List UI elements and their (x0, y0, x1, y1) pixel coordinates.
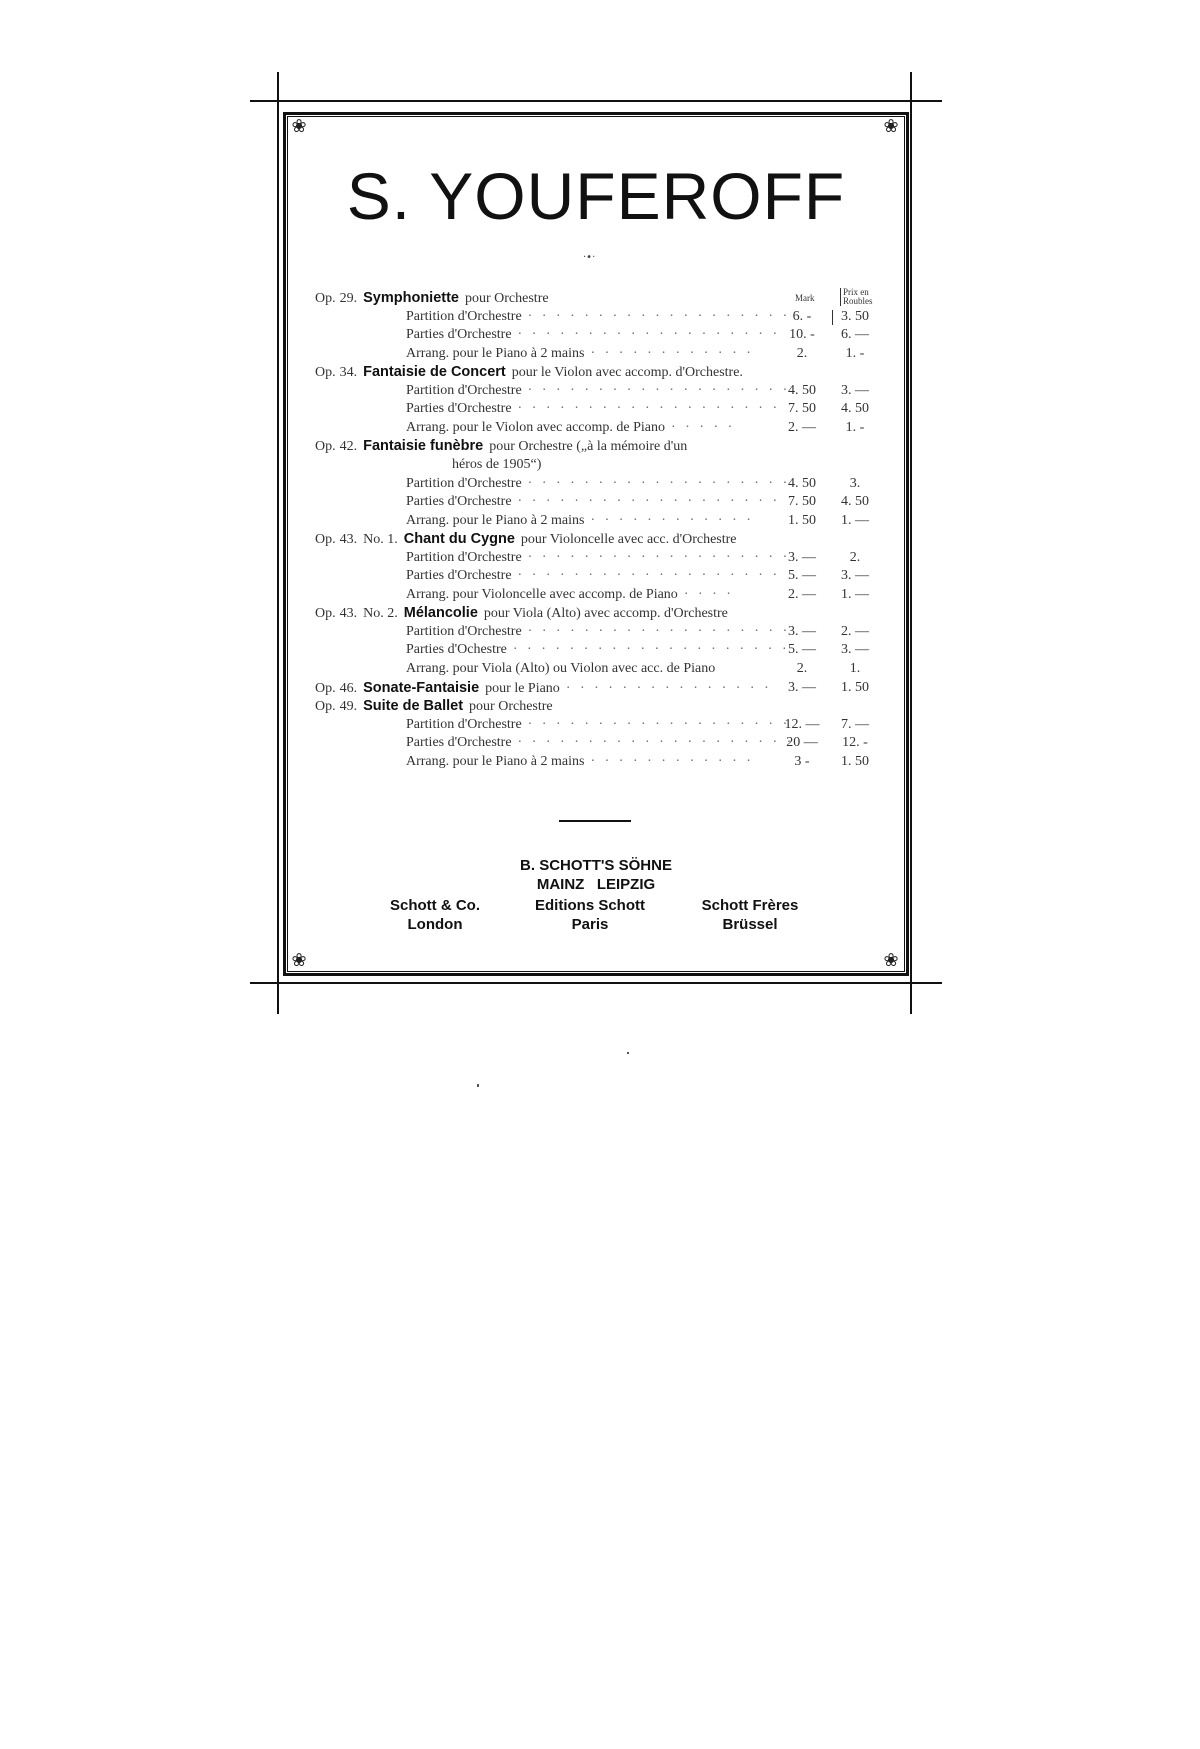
dot-leader: · · · · · · · · · · · · · · · · · · · (527, 623, 791, 639)
edition-label (406, 753, 754, 771)
price-roubles: 3. (849, 475, 861, 491)
edition-label (406, 641, 790, 659)
corner-ornament-top-left: ❀ (291, 116, 307, 137)
dot-leader: · · · · · · · · · · · · · · · · · · · (517, 401, 781, 417)
opus-prefix: Op. (315, 680, 336, 696)
price-roubles: 12. - (842, 735, 868, 751)
price-mark: 4. 50 (788, 475, 816, 491)
edition-entry (0, 734, 1200, 752)
price-roubles: 1. — (841, 586, 869, 602)
publisher-london (360, 896, 510, 934)
edition-label (406, 549, 790, 567)
work-title: Fantaisie funèbre (363, 438, 484, 455)
work-title: Chant du Cygne (403, 531, 515, 548)
opus-label (315, 679, 772, 698)
edition-entry (0, 567, 1200, 585)
work-description: pour Viola (Alto) avec accomp. d'Orchestre (483, 606, 728, 622)
edition-label (406, 716, 790, 734)
publisher-paris (515, 896, 665, 934)
work-entry (0, 363, 1200, 381)
publisher-brussels (675, 896, 825, 934)
roubles-header: Prix en Roubles (840, 288, 881, 306)
work-entry-continuation (0, 456, 1200, 474)
edition-label (406, 382, 790, 400)
edition-label (406, 660, 715, 678)
publisher-main (483, 856, 709, 894)
corner-ornament-bottom-left: ❀ (291, 950, 307, 971)
dot-leader: · · · · · (671, 419, 736, 435)
edition-name: Arrang. pour le Piano à 2 mains (406, 753, 585, 769)
title-ornament: ·•· (583, 252, 596, 263)
work-description: pour Violoncelle avec acc. d'Orchestre (520, 532, 737, 548)
opus-label (315, 363, 743, 382)
price-mark: 1. 50 (788, 512, 816, 528)
edition-name: Arrang. pour le Piano à 2 mains (406, 512, 585, 528)
price-roubles: 3. — (841, 642, 869, 658)
corner-ornament-bottom-right: ❀ (883, 950, 899, 971)
dot-leader: · · · · · · · · · · · · · · · (565, 680, 772, 696)
opus-number: 43. (339, 532, 358, 548)
opus-prefix: Op. (315, 532, 336, 548)
edition-label (406, 567, 780, 585)
edition-name: Parties d'Orchestre (406, 568, 512, 584)
work-description: pour le Piano (485, 680, 560, 696)
edition-entry (0, 586, 1200, 604)
price-roubles: 1. - (845, 345, 865, 361)
publisher-brussels-name: Schott Frères (701, 897, 799, 914)
edition-label (406, 475, 790, 493)
price-roubles: 1. - (845, 419, 865, 435)
edition-entry (0, 400, 1200, 418)
price-roubles: 1. (849, 661, 861, 676)
dot-leader: · · · · · · · · · · · · (590, 345, 754, 361)
opus-label (315, 604, 728, 623)
edition-name: Parties d'Ochestre (406, 642, 507, 658)
work-title: Symphoniette (363, 290, 459, 306)
price-mark: 5. — (788, 568, 816, 584)
price-roubles: 4. 50 (841, 401, 869, 417)
opus-prefix: Op. (315, 365, 336, 381)
work-number: No. 2. (363, 606, 398, 622)
price-roubles: 4. 50 (841, 494, 869, 510)
corner-ornament-top-right: ❀ (883, 116, 899, 137)
opus-label (315, 289, 549, 308)
dot-leader: · · · · · · · · · · · · (590, 512, 754, 528)
price-roubles: 2. — (841, 623, 869, 639)
price-roubles: 3. — (841, 382, 869, 398)
edition-name: Arrang. pour le Violon avec accomp. de Piano (406, 419, 665, 435)
price-mark: 2. — (788, 419, 816, 435)
work-description: pour le Violon avec accomp. d'Orchestre. (511, 365, 743, 381)
price-roubles: 1. 50 (841, 753, 869, 769)
price-mark: 5. — (788, 642, 816, 658)
opus-number: 49. (339, 699, 358, 715)
edition-name: Partition d'Orchestre (406, 623, 522, 639)
top-rule (250, 100, 942, 102)
price-roubles: 1. 50 (841, 679, 869, 695)
publisher-main-name: B. SCHOTT'S SÖHNE (520, 857, 672, 874)
opus-number: 42. (339, 439, 358, 455)
edition-label (406, 326, 780, 344)
opus-label (315, 530, 737, 549)
price-mark: 7. 50 (788, 401, 816, 417)
edition-entry (0, 716, 1200, 734)
work-entry (0, 604, 1200, 622)
dot-leader: · · · · · · · · · · · · (590, 753, 754, 769)
edition-entry (0, 660, 1200, 678)
dot-leader: · · · · · · · · · · · · · · · · · · · (527, 308, 791, 324)
dot-leader: · · · · · · · · · · · · · · · · · · · (527, 716, 791, 732)
price-mark: 2. — (788, 586, 816, 602)
work-description: pour Orchestre (469, 699, 553, 715)
edition-entry (0, 345, 1200, 363)
edition-entry (0, 308, 1200, 326)
price-mark: 3 - (794, 753, 810, 769)
price-mark: 3. — (788, 623, 816, 639)
price-separator (832, 310, 833, 325)
edition-entry (0, 475, 1200, 493)
dot-leader: · · · · · · · · · · · · · · · · · · · (517, 568, 781, 584)
price-roubles: 7. — (841, 716, 869, 732)
price-mark: 3. — (788, 549, 816, 565)
work-entry (0, 437, 1200, 455)
composer-title: S. YOUFEROFF (346, 159, 846, 233)
edition-entry (0, 326, 1200, 344)
opus-prefix: Op. (315, 439, 336, 455)
opus-number: 43. (339, 606, 358, 622)
edition-entry (0, 623, 1200, 641)
speck (477, 1084, 479, 1087)
edition-label (406, 308, 790, 326)
edition-name: Arrang. pour Violoncelle avec accomp. de Piano (406, 586, 678, 602)
edition-name: Partition d'Orchestre (406, 475, 522, 491)
price-roubles: 3. 50 (841, 308, 869, 324)
work-entry (0, 289, 1200, 307)
publisher-brussels-city: Brüssel (722, 916, 778, 933)
edition-name: Parties d'Orchestre (406, 401, 512, 417)
price-mark: 12. — (784, 716, 820, 732)
edition-label (406, 493, 780, 511)
edition-label (406, 400, 780, 418)
price-roubles: 2. (849, 549, 861, 565)
opus-label (315, 437, 687, 456)
edition-name: Parties d'Orchestre (406, 327, 512, 343)
price-roubles: 1. — (841, 512, 869, 528)
edition-label (406, 419, 735, 437)
bottom-rule (250, 982, 942, 984)
work-description-continued: héros de 1905“) (452, 456, 542, 472)
price-mark: 6. - (792, 308, 812, 324)
work-entry (0, 530, 1200, 548)
price-mark: 3. — (788, 679, 816, 695)
price-roubles: 6. — (841, 327, 869, 343)
publisher-paris-name: Editions Schott (535, 897, 645, 914)
edition-label (406, 345, 754, 363)
publisher-london-city: London (407, 916, 463, 933)
dot-leader: · · · · · · · · · · · · · · · · · · · (517, 494, 781, 510)
dot-leader: · · · · · · · · · · · · · · · · · · · (527, 549, 791, 565)
edition-entry (0, 493, 1200, 511)
edition-name: Parties d'Orchestre (406, 494, 512, 510)
publisher-main-cities: MAINZ LEIPZIG (536, 876, 656, 893)
price-mark: 2. (796, 661, 808, 676)
opus-label (315, 697, 553, 716)
edition-entry (0, 753, 1200, 771)
work-description: pour Orchestre (465, 291, 549, 306)
opus-prefix: Op. (315, 699, 336, 715)
dot-leader: · · · · · · · · · · · · · · · · · · · (517, 327, 781, 343)
work-title: Suite de Ballet (363, 698, 464, 715)
edition-entry (0, 382, 1200, 400)
edition-name: Parties d'Orchestre (406, 735, 512, 751)
publisher-london-name: Schott & Co. (390, 897, 480, 914)
dot-leader: · · · · · · · · · · · · · · · · · · · (527, 475, 791, 491)
edition-name: Arrang. pour le Piano à 2 mains (406, 345, 585, 361)
divider (559, 820, 631, 822)
price-mark: 7. 50 (788, 494, 816, 510)
edition-label (406, 586, 734, 604)
edition-name: Arrang. pour Viola (Alto) ou Violon avec acc. de Piano (406, 661, 716, 676)
edition-name: Partition d'Orchestre (406, 549, 522, 565)
edition-name: Partition d'Orchestre (406, 382, 522, 398)
dot-leader: · · · · · · · · · · · · · · · · · · · · (517, 735, 795, 751)
opus-number: 29. (339, 291, 358, 306)
edition-entry (0, 512, 1200, 530)
edition-name: Partition d'Orchestre (406, 308, 522, 324)
speck (627, 1052, 629, 1054)
dot-leader: · · · · (683, 586, 734, 602)
price-mark: 4. 50 (788, 382, 816, 398)
edition-label (406, 734, 794, 752)
edition-label (406, 512, 754, 530)
edition-name: Partition d'Orchestre (406, 716, 522, 732)
price-mark: 10. - (789, 327, 815, 343)
mark-header: Mark (795, 293, 815, 303)
edition-entry (0, 549, 1200, 567)
work-number: No. 1. (363, 532, 398, 548)
opus-number: 34. (339, 365, 358, 381)
edition-label (406, 623, 790, 641)
dot-leader: · · · · · · · · · · · · · · · · · · · · (512, 642, 790, 658)
price-mark: 2. (796, 345, 808, 361)
work-title: Mélancolie (403, 605, 478, 622)
opus-prefix: Op. (315, 606, 336, 622)
work-entry (0, 697, 1200, 715)
edition-entry (0, 641, 1200, 659)
opus-number: 46. (339, 680, 358, 696)
dot-leader: · · · · · · · · · · · · · · · · · · · (527, 382, 791, 398)
price-mark: 20 — (786, 735, 818, 751)
edition-entry (0, 419, 1200, 437)
opus-prefix: Op. (315, 291, 336, 306)
work-entry (0, 679, 1200, 697)
work-title: Sonate-Fantaisie (363, 679, 480, 696)
work-title: Fantaisie de Concert (363, 364, 506, 381)
work-description: pour Orchestre („à la mémoire d'un (489, 439, 688, 455)
publisher-paris-city: Paris (571, 916, 609, 933)
price-roubles: 3. — (841, 568, 869, 584)
